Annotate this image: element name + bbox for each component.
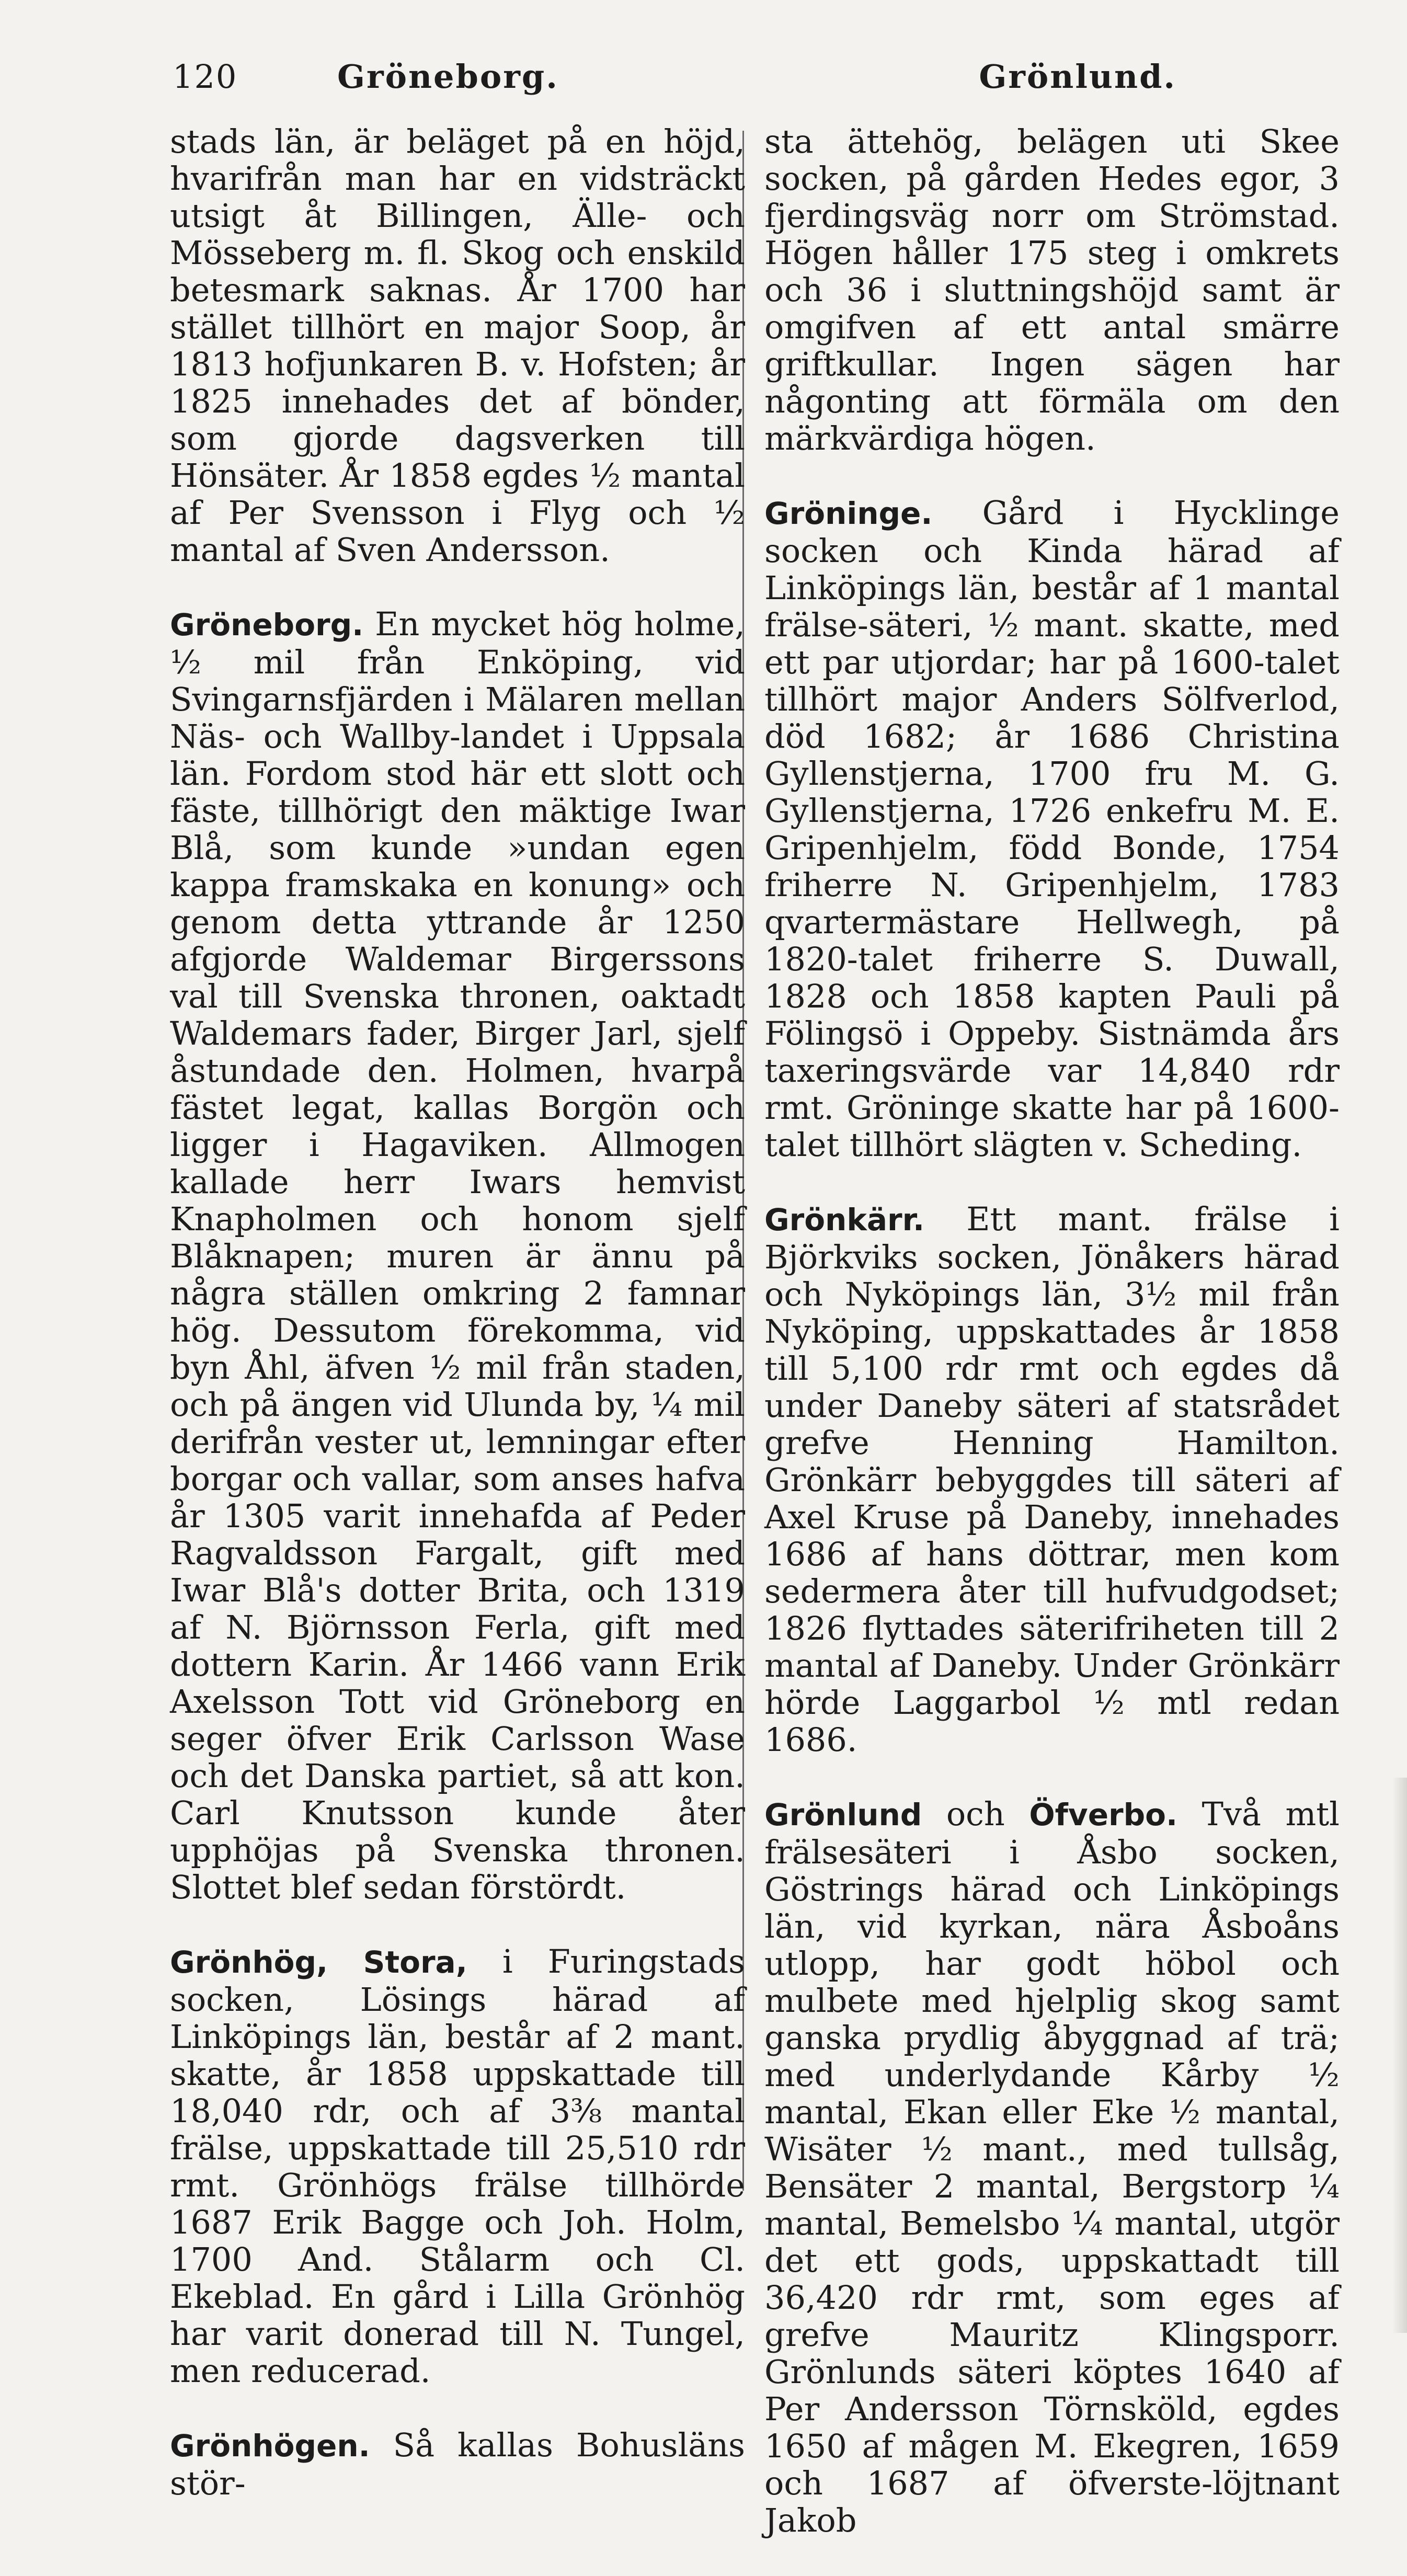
entry-body: Så kallas Bohusläns stör- [170,2426,756,2502]
continuation-text: sta ättehög, belägen uti Skee socken, på gården Hedes egor, 3 fjerdingsväg norr om Strömstad. Högen håller 175 steg i omkrets och 36 i sluttningshöjd samt är omgifven af ett antal smärre griftkullar. Ingen sägen har någonting att förmäla om den märkvärdiga högen. [764,122,1350,457]
entry-body: Två mtl frälsesäteri i Åsbo socken, Göstrings härad och Linköpings län, vid kyrkan, nära Åsboåns utlopp, har godt höbol och mulbete med hjelplig skog samt ganska prydlig åbyggnad af trä; med underlydande Kårby ½ mantal, Ekan eller Eke ½ mantal, Wisäter ½ mant., med tullsåg, Bensäter 2 mantal, Bergstorp ¼ mantal, Bemelsbo ¼ mantal, utgör det ett gods, uppskattadt till 36,420 rdr rmt, som eges af grefve Mauritz Klingsporr. Grönlunds säteri köptes 1640 af Per Andersson Törnsköld, egdes 1650 af mågen M. Ekegren, 1659 och 1687 af öfverste-löjtnant Jakob [764,1795,1350,2539]
entry-headword: Grönlund [764,1797,922,1833]
entry-groninge [764,494,1350,1164]
entry-headword: Gröneborg. [170,607,364,643]
entry-headword: Grönkärr. [764,1202,925,1238]
entry-gronhog-stora [170,1942,756,2390]
entry-headword: Gröninge. [764,496,933,531]
left-column [170,122,756,2539]
running-head-left: Gröneborg. [337,58,559,96]
continuation-text: stads län, är beläget på en höjd, hvarifrån man har en vidsträckt utsigt åt Billingen, Älle- och Mösseberg m. fl. Skog och enskild betesmark saknas. År 1700 har stället tillhört en major Soop, år 1813 hofjunkaren B. v. Hofsten; år 1825 innehades det af bönder, som gjorde dagsverken till Hönsäter. År 1858 egdes ½ mantal af Per Svensson i Flyg och ½ mantal af Sven Andersson. [170,122,756,569]
entry-body: Gård i Hycklinge socken och Kinda härad af Linköpings län, består af 1 mantal frälse-säteri, ½ mant. skatte, med ett par utjordar; har på 1600-talet tillhört major Anders Sölfverlod, död 1682; år 1686 Christina Gyllenstjerna, 1700 fru M. G. Gyllenstjerna, 1726 enkefru M. E. Gripenhjelm, född Bonde, 1754 friherre N. Gripenhjelm, 1783 qvartermästare Hellwegh, på 1820-talet friherre S. Duwall, 1828 och 1858 kapten Pauli på Fölingsö i Oppeby. Sistnämda års taxeringsvärde var 14,840 rdr rmt. Gröninge skatte har på 1600-talet tillhört slägten v. Scheding. [764,494,1350,1164]
entry-gronhogen [170,2426,756,2502]
right-column [764,122,1350,2576]
entry-joiner: och [922,1795,1029,1833]
entry-gronlund-ofverbo [764,1795,1350,2539]
page-header [167,58,1187,105]
page-number: 120 [173,58,238,96]
entry-headword-second: Öfverbo. [1029,1797,1178,1833]
entry-body: En mycket hög holme, ½ mil från Enköping, vid Svingarnsfjärden i Mälaren mellan Näs- och Wallby-landet i Uppsala län. Fordom stod här ett slott och fäste, tillhörigt den mäktige Iwar Blå, som kunde »undan egen kappa framskaka en konung» och genom detta yttrande år 1250 afgjorde Waldemar Birgerssons val till Svenska thronen, oaktadt Waldemars fader, Birger Jarl, sjelf åstundade den. Holmen, hvarpå fästet legat, kallas Borgön och ligger i Hagaviken. Allmogen kallade herr Iwars hemvist Knapholmen och honom sjelf Blåknapen; muren är ännu på några ställen omkring 2 famnar hög. Dessutom förekomma, vid byn Åhl, äfven ½ mil från staden, och på ängen vid Ulunda by, ¼ mil derifrån vester ut, lemningar efter borgar och vallar, som anses hafva år 1305 varit innehafda af Peder Ragvaldsson Fargalt, gift med Iwar Blå's dotter Brita, och 1319 af N. Björnsson Ferla, gift med dottern Karin. År 1466 vann Erik Axelsson Tott vid Gröneborg en seger öfver Erik Carlsson Wase och det Danska partiet, så att kon. Carl Knutsson kunde åter upphöjas på Svenska thronen. Slottet blef sedan förstördt. [170,605,756,1906]
entry-groneborg [170,605,756,1906]
entry-headword: Grönhög, Stora, [170,1944,467,1980]
entry-body: i Furingstads socken, Lösings härad af Linköpings län, består af 2 mant. skatte, år 1858 uppskattade till 18,040 rdr, och af 3⅜ mantal frälse, uppskattade till 25,510 rdr rmt. Grönhögs frälse tillhörde 1687 Erik Bagge och Joh. Holm, 1700 And. Stålarm och Cl. Ekeblad. En gård i Lilla Grönhög har varit donerad till N. Tungel, men reducerad. [170,1942,756,2390]
entry-headword: Grönhögen. [170,2428,370,2464]
entry-body: Ett mant. frälse i Björkviks socken, Jönåkers härad och Nyköpings län, 3½ mil från Nyköping, uppskattades år 1858 till 5,100 rdr rmt och egdes då under Daneby säteri af statsrådet grefve Henning Hamilton. Grönkärr bebyggdes till säteri af Axel Kruse på Daneby, innehades 1686 af hans döttrar, men kom sedermera åter till hufvudgodset; 1826 flyttades säterifriheten till 2 mantal af Daneby. Under Grönkärr hörde Laggarbol ½ mtl redan 1686. [764,1200,1350,1759]
page-edge-shadow [1392,1778,1407,2333]
running-head-right: Grönlund. [979,58,1176,96]
entry-gronkarr [764,1200,1350,1759]
